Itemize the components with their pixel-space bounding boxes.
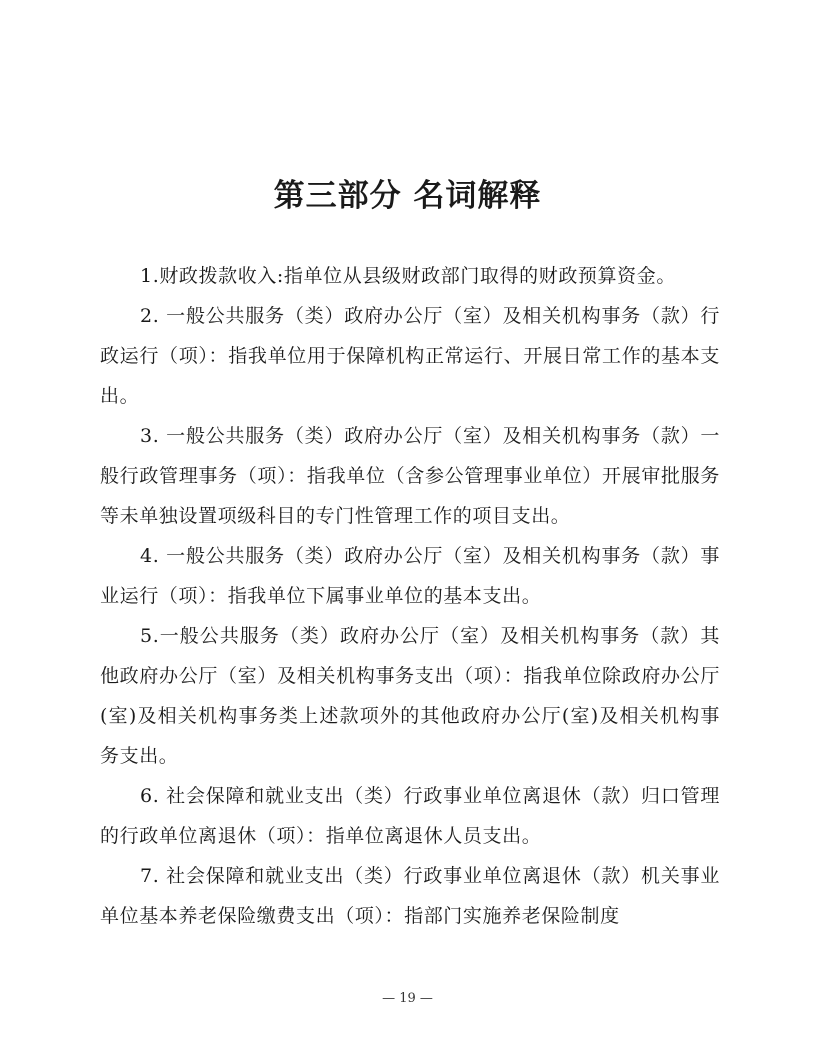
definitions-body xyxy=(100,256,720,936)
definition-paragraph-1: 1.财政拨款收入:指单位从县级财政部门取得的财政预算资金。 xyxy=(140,265,676,287)
definition-paragraph-7: 7. 社会保障和就业支出（类）行政事业单位离退休（款）机关事业单位基本养老保险缴费支出（项）：指部门实施养老保险制度 xyxy=(100,865,720,927)
page-number: — 19 — xyxy=(382,991,433,1006)
section-title: 第三部分 名词解释 xyxy=(273,178,542,214)
definition-paragraph-6: 6. 社会保障和就业支出（类）行政事业单位离退休（款）归口管理的行政单位离退休（项）：指单位离退休人员支出。 xyxy=(100,785,720,847)
definition-paragraph-3: 3. 一般公共服务（类）政府办公厅（室）及相关机构事务（款）一般行政管理事务（项）：指我单位（含参公管理事业单位）开展审批服务等未单独设置项级科目的专门性管理工作的项目支出。 xyxy=(100,425,720,527)
definition-paragraph-4: 4. 一般公共服务（类）政府办公厅（室）及相关机构事务（款）事业运行（项）：指我单位下属事业单位的基本支出。 xyxy=(100,545,720,607)
definition-paragraph-5: 5.一般公共服务（类）政府办公厅（室）及相关机构事务（款）其他政府办公厅（室）及相关机构事务支出（项）：指我单位除政府办公厅(室)及相关机构事务类上述款项外的其他政府办公厅(室)及相关机构事务支出。 xyxy=(100,625,720,767)
definition-paragraph-2: 2. 一般公共服务（类）政府办公厅（室）及相关机构事务（款）行政运行（项）：指我单位用于保障机构正常运行、开展日常工作的基本支出。 xyxy=(100,305,720,407)
